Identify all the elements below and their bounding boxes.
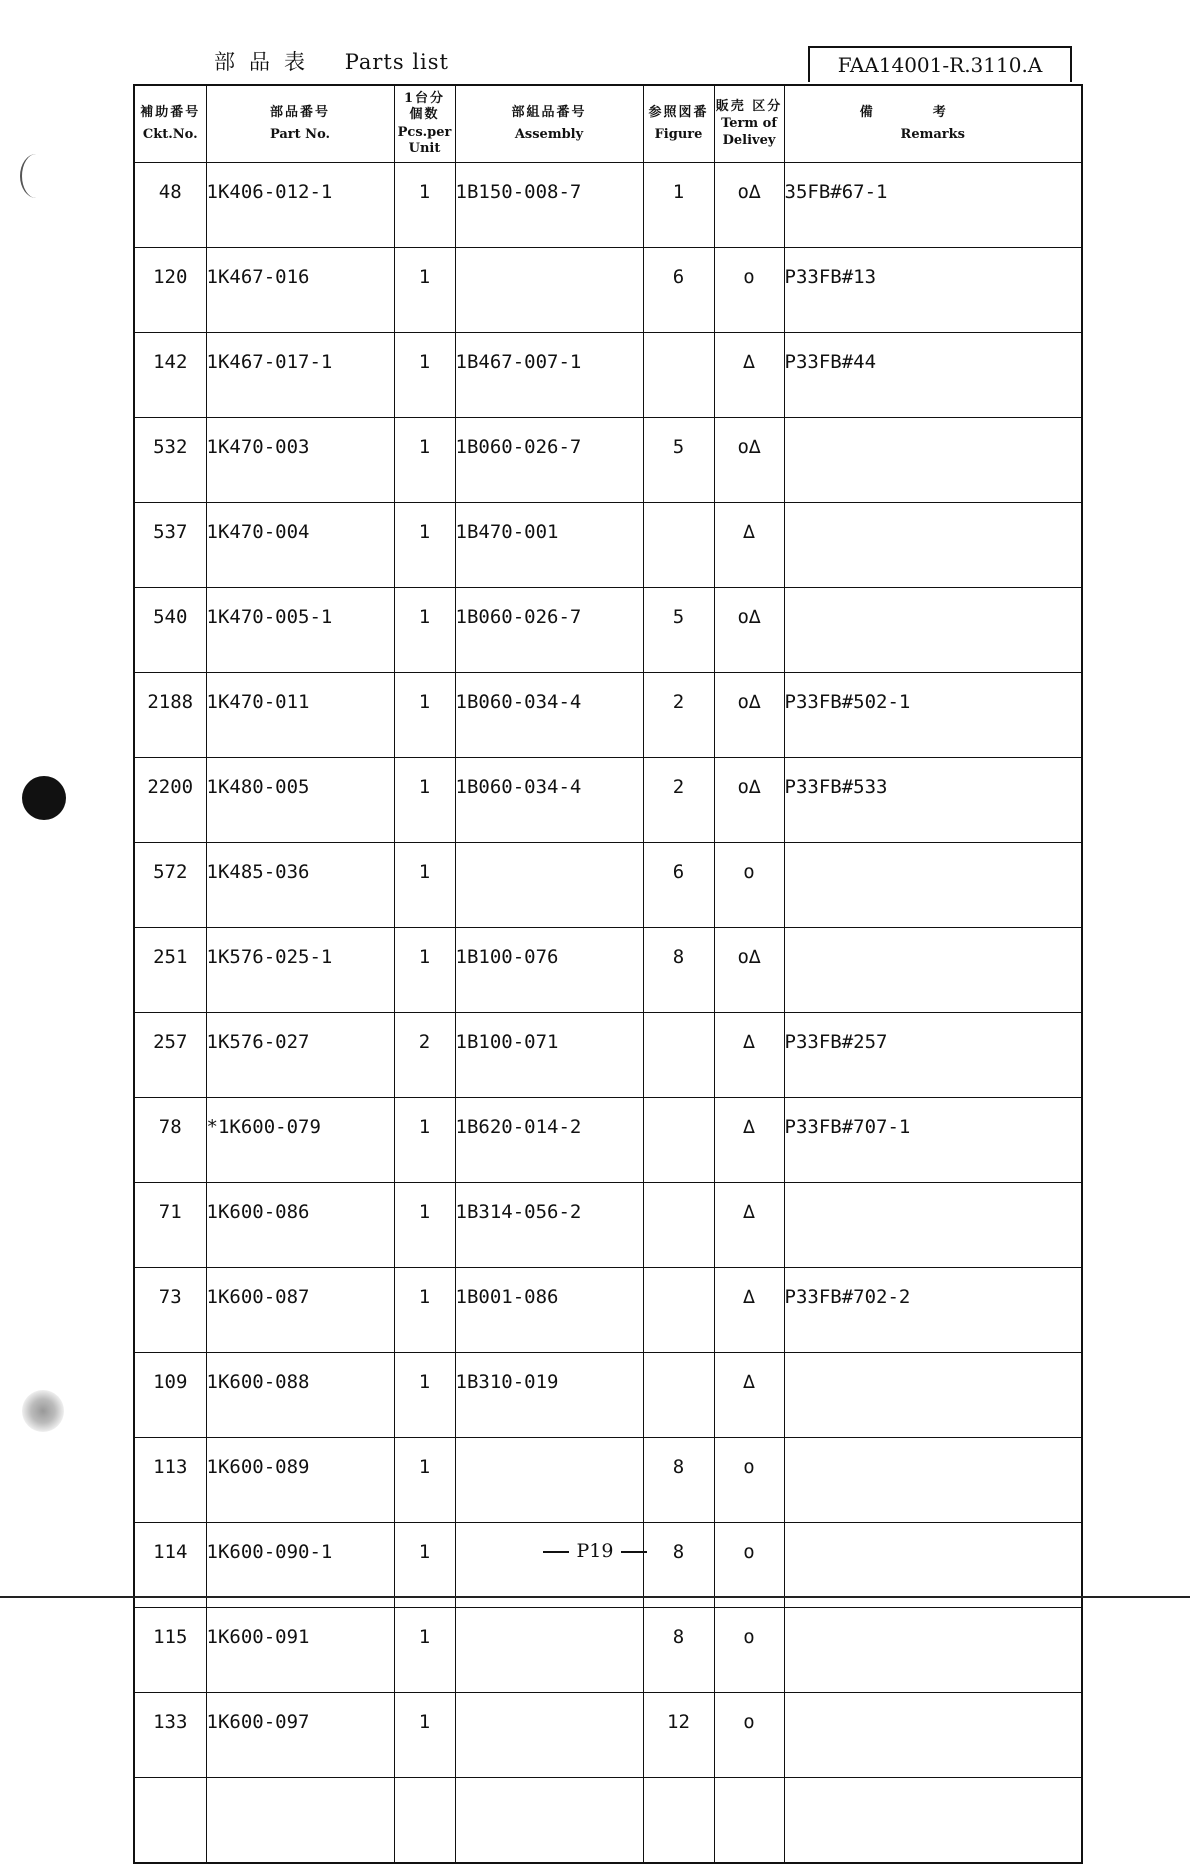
cell-assembly: 1B620-014-2 [455,1098,643,1183]
table-row [134,1438,1082,1523]
cell-assembly [455,1778,643,1864]
header-pcs-en: Pcs.per Unit [397,124,452,156]
cell-remarks: P33FB#533 [784,758,1082,843]
cell-assembly: 1B150-008-7 [455,163,643,248]
cell-remarks: P33FB#707-1 [784,1098,1082,1183]
cell-part-number: 1K600-088 [206,1353,394,1438]
cell-remarks: P33FB#257 [784,1013,1082,1098]
document-number: FAA14001-R.3110.A [808,46,1072,82]
header-ckt-en: Ckt.No. [142,127,198,142]
cell-pcs-per-unit: 1 [394,758,455,843]
header-remarks-jp: 備考 [859,104,1006,120]
table-row [134,758,1082,843]
header-remarks-en: Remarks [900,127,965,142]
cell-delivery [714,1778,784,1864]
cell-delivery: o [714,248,784,333]
cell-ckt: 71 [134,1183,206,1268]
header-figure-en: Figure [654,127,703,142]
cell-delivery: o [714,1523,784,1608]
header-figure-jp: 参照図番 [648,104,709,120]
cell-ckt: 2200 [134,758,206,843]
cell-remarks [784,928,1082,1013]
cell-ckt: 2188 [134,673,206,758]
cell-remarks [784,418,1082,503]
cell-part-number: 1K470-011 [206,673,394,758]
cell-part-number: 1K470-003 [206,418,394,503]
cell-pcs-per-unit: 1 [394,163,455,248]
cell-figure: 8 [643,1523,714,1608]
header-part [206,85,394,163]
table-row [134,333,1082,418]
header-part-jp: 部品番号 [269,104,330,120]
cell-assembly: 1B100-076 [455,928,643,1013]
table-row [134,588,1082,673]
cell-assembly: 1B060-026-7 [455,588,643,673]
cell-remarks [784,1608,1082,1693]
cell-delivery: o [714,1438,784,1523]
cell-assembly: 1B060-034-4 [455,673,643,758]
cell-ckt: 532 [134,418,206,503]
cell-remarks [784,1523,1082,1608]
cell-remarks [784,1693,1082,1778]
cell-pcs-per-unit: 1 [394,1353,455,1438]
table-row [134,1778,1082,1864]
table-header-row [134,85,1082,163]
cell-pcs-per-unit: 1 [394,928,455,1013]
cell-part-number: 1K576-027 [206,1013,394,1098]
cell-part-number: 1K467-016 [206,248,394,333]
cell-pcs-per-unit: 1 [394,1098,455,1183]
cell-ckt: 109 [134,1353,206,1438]
cell-assembly [455,1608,643,1693]
table-row [134,1353,1082,1438]
cell-pcs-per-unit: 1 [394,1693,455,1778]
cell-delivery: ∆ [714,503,784,588]
cell-assembly: 1B060-026-7 [455,418,643,503]
cell-remarks: P33FB#502-1 [784,673,1082,758]
page-number: P19 [0,1540,1190,1562]
cell-ckt: 78 [134,1098,206,1183]
cell-pcs-per-unit: 1 [394,1268,455,1353]
table-row [134,673,1082,758]
cell-figure [643,503,714,588]
table-row [134,248,1082,333]
cell-figure [643,1013,714,1098]
cell-figure: 2 [643,673,714,758]
cell-figure: 8 [643,1608,714,1693]
cell-figure [643,1353,714,1438]
cell-remarks [784,1778,1082,1864]
cell-assembly: 1B001-086 [455,1268,643,1353]
cell-figure: 5 [643,418,714,503]
table-row [134,1183,1082,1268]
cell-part-number: 1K600-086 [206,1183,394,1268]
cell-assembly: 1B470-001 [455,503,643,588]
cell-remarks: P33FB#44 [784,333,1082,418]
cell-figure [643,1098,714,1183]
cell-delivery: ∆ [714,1268,784,1353]
punch-hole-smudge [22,1390,64,1432]
cell-pcs-per-unit [394,1778,455,1864]
cell-figure: 8 [643,928,714,1013]
cell-pcs-per-unit: 1 [394,1438,455,1523]
cell-delivery: o [714,1608,784,1693]
cell-assembly: 1B100-071 [455,1013,643,1098]
cell-delivery: ∆ [714,1353,784,1438]
table-row [134,1523,1082,1608]
table-row [134,1268,1082,1353]
header-delivery-en: Term of Delivey [721,116,777,148]
bottom-rule [0,1596,1190,1598]
cell-ckt: 133 [134,1693,206,1778]
title-japanese: 部品表 [214,50,319,74]
cell-part-number: 1K600-097 [206,1693,394,1778]
cell-pcs-per-unit: 1 [394,248,455,333]
cell-ckt: 48 [134,163,206,248]
cell-ckt: 114 [134,1523,206,1608]
cell-figure: 5 [643,588,714,673]
cell-remarks [784,1438,1082,1523]
cell-assembly: 1B310-019 [455,1353,643,1438]
cell-part-number: 1K576-025-1 [206,928,394,1013]
cell-assembly [455,1693,643,1778]
table-row [134,843,1082,928]
table-row [134,1693,1082,1778]
header-part-en: Part No. [269,127,331,142]
header-pcs [394,85,455,163]
cell-remarks [784,503,1082,588]
table-row [134,1013,1082,1098]
header-ckt-jp: 補助番号 [140,104,201,120]
header-pcs-jp: 1台分 個数 [403,91,446,123]
cell-part-number: 1K485-036 [206,843,394,928]
header-assembly [455,85,643,163]
cell-ckt: 120 [134,248,206,333]
cell-part-number: 1K600-089 [206,1438,394,1523]
cell-part-number: 1K470-005-1 [206,588,394,673]
cell-ckt: 251 [134,928,206,1013]
header-figure [643,85,714,163]
table-row [134,418,1082,503]
cell-assembly: 1B060-034-4 [455,758,643,843]
cell-pcs-per-unit: 1 [394,843,455,928]
table-row [134,1608,1082,1693]
cell-assembly [455,248,643,333]
header-ckt [134,85,206,163]
header-remarks [784,85,1082,163]
cell-remarks [784,1353,1082,1438]
title-english: Parts list [344,50,449,74]
cell-remarks [784,1183,1082,1268]
cell-figure [643,1268,714,1353]
cell-pcs-per-unit: 1 [394,1183,455,1268]
cell-delivery: o∆ [714,418,784,503]
cell-delivery: ∆ [714,1183,784,1268]
cell-pcs-per-unit: 1 [394,503,455,588]
cell-part-number: 1K467-017-1 [206,333,394,418]
cell-figure: 2 [643,758,714,843]
cell-pcs-per-unit: 2 [394,1013,455,1098]
cell-part-number: 1K600-091 [206,1608,394,1693]
cell-pcs-per-unit: 1 [394,588,455,673]
cell-part-number: 1K470-004 [206,503,394,588]
cell-delivery: o [714,1693,784,1778]
cell-ckt: 537 [134,503,206,588]
cell-assembly: 1B314-056-2 [455,1183,643,1268]
cell-ckt [134,1778,206,1864]
cell-remarks: P33FB#13 [784,248,1082,333]
cell-part-number: 1K600-087 [206,1268,394,1353]
cell-ckt: 540 [134,588,206,673]
table-row [134,163,1082,248]
cell-pcs-per-unit: 1 [394,333,455,418]
cell-figure: 1 [643,163,714,248]
cell-part-number: *1K600-079 [206,1098,394,1183]
page-title [214,46,449,76]
cell-pcs-per-unit: 1 [394,673,455,758]
header-delivery-jp: 販売 区分 [715,99,783,115]
cell-ckt: 572 [134,843,206,928]
cell-ckt: 257 [134,1013,206,1098]
cell-assembly: 1B467-007-1 [455,333,643,418]
cell-remarks [784,843,1082,928]
cell-ckt: 115 [134,1608,206,1693]
cell-figure [643,333,714,418]
cell-delivery: ∆ [714,1013,784,1098]
cell-pcs-per-unit: 1 [394,1608,455,1693]
cell-pcs-per-unit: 1 [394,1523,455,1608]
punch-hole-mark [22,776,66,820]
cell-part-number: 1K406-012-1 [206,163,394,248]
cell-figure: 12 [643,1693,714,1778]
cell-delivery: o∆ [714,588,784,673]
cell-figure: 6 [643,248,714,333]
cell-figure [643,1183,714,1268]
header-delivery [714,85,784,163]
cell-ckt: 142 [134,333,206,418]
table-row [134,503,1082,588]
cell-delivery: o∆ [714,163,784,248]
cell-pcs-per-unit: 1 [394,418,455,503]
cell-remarks [784,588,1082,673]
cell-figure [643,1778,714,1864]
table-row [134,1098,1082,1183]
cell-delivery: ∆ [714,1098,784,1183]
cell-remarks: 35FB#67-1 [784,163,1082,248]
cell-ckt: 113 [134,1438,206,1523]
cell-delivery: o∆ [714,928,784,1013]
cell-assembly [455,1523,643,1608]
cell-delivery: ∆ [714,333,784,418]
punch-hole-arc [20,154,52,198]
cell-delivery: o∆ [714,673,784,758]
cell-delivery: o∆ [714,758,784,843]
cell-ckt: 73 [134,1268,206,1353]
cell-remarks: P33FB#702-2 [784,1268,1082,1353]
table-row [134,928,1082,1013]
cell-assembly [455,1438,643,1523]
cell-part-number: 1K600-090-1 [206,1523,394,1608]
header-assembly-jp: 部組品番号 [511,104,587,120]
header-assembly-en: Assembly [514,127,584,142]
cell-delivery: o [714,843,784,928]
cell-figure: 8 [643,1438,714,1523]
cell-assembly [455,843,643,928]
cell-figure: 6 [643,843,714,928]
cell-part-number [206,1778,394,1864]
cell-part-number: 1K480-005 [206,758,394,843]
